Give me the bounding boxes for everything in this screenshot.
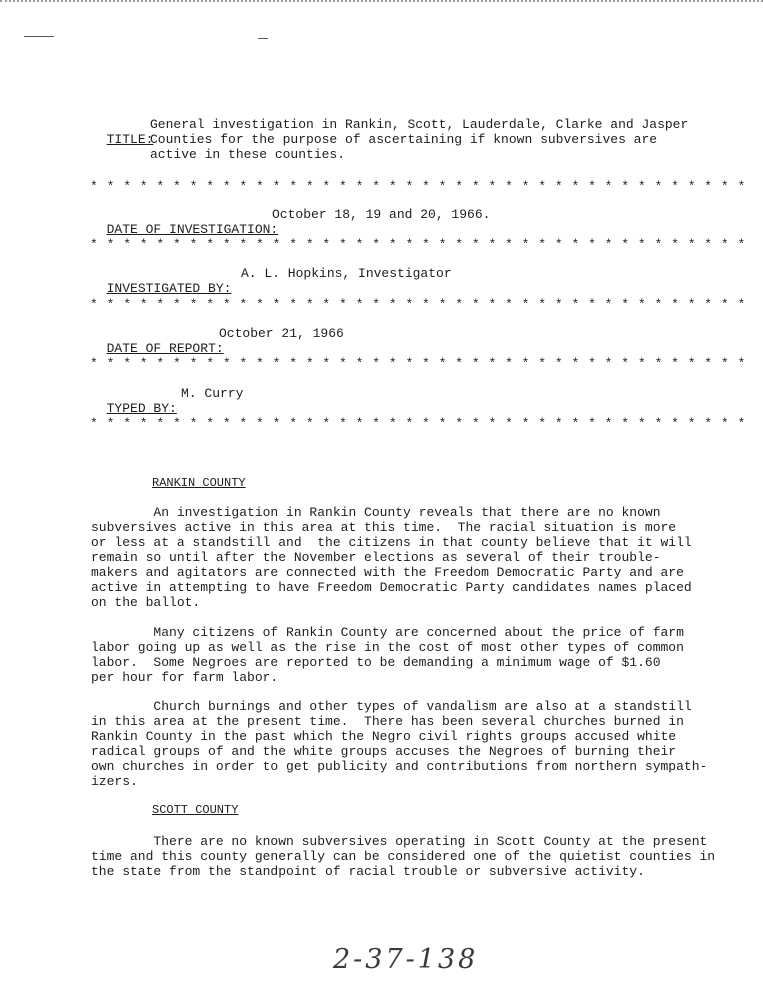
text-line: active in attempting to have Freedom Democratic Party candidates names placed — [91, 580, 692, 595]
text-line: subversives active in this area at this time. The racial situation is more — [91, 520, 677, 535]
title-label: TITLE: — [106, 132, 154, 147]
text-line: on the ballot. — [91, 595, 201, 610]
text-line: the state from the standpoint of racial trouble or subversive activity. — [91, 864, 645, 879]
text-line: makers and agitators are connected with the Freedom Democratic Party and are — [91, 565, 684, 580]
text-line: There are no known subversives operating in Scott County at the present — [91, 834, 708, 849]
title-line-3: active in these counties. — [150, 147, 346, 162]
text-line: own churches in order to get publicity and contributions from northern sympath- — [91, 759, 708, 774]
typed-by-label: TYPED BY: — [106, 401, 177, 416]
typed-by-value: M. Curry — [181, 386, 244, 401]
rankin-paragraph-1 — [91, 505, 701, 610]
separator: * * * * * * * * * * * * * * * * * * * * * * * * * * * * * * * * * * * * * * * * — [90, 356, 746, 371]
text-line: remain so until after the November elections as several of their trouble- — [91, 550, 661, 565]
separator: * * * * * * * * * * * * * * * * * * * * * * * * * * * * * * * * * * * * * * * * — [90, 416, 746, 431]
scan-mark — [258, 38, 268, 39]
file-number-handwritten: 2-37-138 — [333, 944, 479, 975]
scan-mark — [24, 36, 54, 37]
text-line: per hour for farm labor. — [91, 670, 279, 685]
text-line: time and this county generally can be considered one of the quietist counties in — [91, 849, 716, 864]
investigated-by-value: A. L. Hopkins, Investigator — [241, 266, 452, 281]
text-line: An investigation in Rankin County reveals that there are no known — [91, 505, 661, 520]
scott-paragraph-1 — [91, 834, 716, 879]
rankin-paragraph-2 — [91, 625, 701, 685]
section-heading-scott: SCOTT COUNTY — [152, 803, 239, 817]
date-of-investigation-value: October 18, 19 and 20, 1966. — [272, 207, 491, 222]
investigated-by-label: INVESTIGATED BY: — [106, 281, 232, 296]
date-of-report-value: October 21, 1966 — [219, 326, 344, 341]
title-line-1: General investigation in Rankin, Scott, Lauderdale, Clarke and Jasper — [150, 117, 689, 132]
rankin-paragraph-3 — [91, 699, 708, 789]
page-edge-perforation — [0, 0, 763, 6]
text-line: izers. — [91, 774, 138, 789]
separator: * * * * * * * * * * * * * * * * * * * * * * * * * * * * * * * * * * * * * * * * — [90, 237, 746, 252]
text-line: Church burnings and other types of vandalism are also at a standstill — [91, 699, 692, 714]
title-line-2: Counties for the purpose of ascertaining if known subversives are — [150, 132, 658, 147]
text-line: radical groups of and the white groups accuses the Negroes of burning their — [91, 744, 677, 759]
text-line: Many citizens of Rankin County are concerned about the price of farm — [91, 625, 684, 640]
separator: * * * * * * * * * * * * * * * * * * * * * * * * * * * * * * * * * * * * * * * * — [90, 297, 746, 312]
text-line: in this area at the present time. There has been several churches burned in — [91, 714, 684, 729]
date-of-investigation-label: DATE OF INVESTIGATION: — [106, 222, 279, 237]
separator: * * * * * * * * * * * * * * * * * * * * * * * * * * * * * * * * * * * * * * * * — [90, 179, 746, 194]
text-line: Rankin County in the past which the Negro civil rights groups accused white — [91, 729, 677, 744]
date-of-report-label: DATE OF REPORT: — [106, 341, 224, 356]
text-line: labor going up as well as the rise in the cost of most other types of common — [91, 640, 684, 655]
section-heading-rankin: RANKIN COUNTY — [152, 476, 246, 490]
text-line: labor. Some Negroes are reported to be demanding a minimum wage of $1.60 — [91, 655, 661, 670]
text-line: or less at a standstill and the citizens in that county believe that it will — [91, 535, 692, 550]
